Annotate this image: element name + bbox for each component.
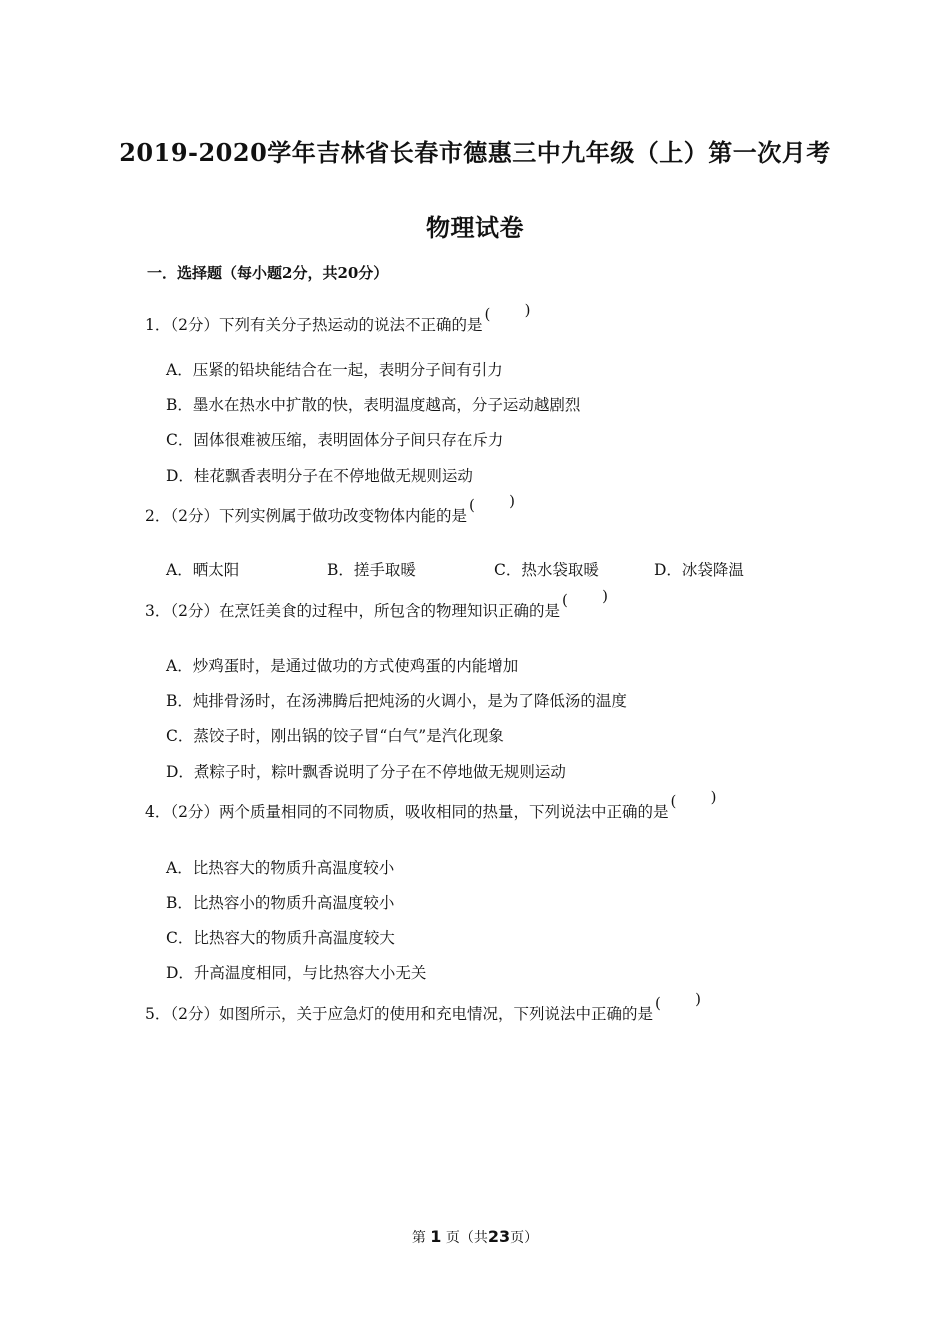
option-4c: C．比热容大的物质升高温度较大 [166,929,395,947]
option-3b: B．炖排骨汤时，在汤沸腾后把炖汤的火调小，是为了降低汤的温度 [166,692,627,710]
option-2d: D．冰袋降温 [654,561,744,579]
option-4d: D．升高温度相同，与比热容大小无关 [166,964,427,982]
option-4a: A．比热容大的物质升高温度较小 [166,859,395,877]
question-stem: 1．（2分）下列有关分子热运动的说法不正确的是 [145,316,483,334]
question-1 [145,301,531,335]
title-line-2: 物理试卷 [426,213,524,242]
option-1d: D．桂花飘香表明分子在不停地做无规则运动 [166,467,473,485]
option-2b: B．搓手取暖 [327,561,416,579]
option-2c: C．热水袋取暖 [494,561,599,579]
total-pages: 23 [487,1227,511,1246]
answer-paren: ( ) [670,788,717,810]
question-stem: 2．（2分）下列实例属于做功改变物体内能的是 [145,507,467,525]
question-4 [145,788,717,822]
section-heading: 一．选择题（每小题2分，共20分） [147,264,389,282]
title-line-1: 2019-2020学年吉林省长春市德惠三中九年级（上）第一次月考 [119,138,831,167]
question-3 [145,587,608,621]
question-2 [145,492,515,526]
option-1b: B．墨水在热水中扩散的快，表明温度越高，分子运动越剧烈 [166,396,581,414]
option-3d: D．煮粽子时，粽叶飘香说明了分子在不停地做无规则运动 [166,763,566,781]
question-stem: 5．（2分）如图所示，关于应急灯的使用和充电情况，下列说法中正确的是 [145,1005,653,1023]
option-3c: C．蒸饺子时，刚出锅的饺子冒“白气”是汽化现象 [166,727,504,745]
page-number: 1 [430,1227,442,1246]
option-1a: A．压紧的铅块能结合在一起，表明分子间有引力 [166,361,503,379]
answer-paren: ( ) [654,990,701,1012]
option-4b: B．比热容小的物质升高温度较小 [166,894,395,912]
question-stem: 3．（2分）在烹饪美食的过程中，所包含的物理知识正确的是 [145,602,560,620]
answer-paren: ( ) [484,301,531,323]
question-5 [145,990,701,1024]
option-3a: A．炒鸡蛋时，是通过做功的方式使鸡蛋的内能增加 [166,657,519,675]
answer-paren: ( ) [468,492,515,514]
answer-paren: ( ) [561,587,608,609]
question-stem: 4．（2分）两个质量相同的不同物质，吸收相同的热量，下列说法中正确的是 [145,803,669,821]
option-1c: C．固体很难被压缩，表明固体分子间只存在斥力 [166,431,504,449]
option-2a: A．晒太阳 [166,561,240,579]
page-footer: 第 1 页（共23页） [411,1227,539,1246]
